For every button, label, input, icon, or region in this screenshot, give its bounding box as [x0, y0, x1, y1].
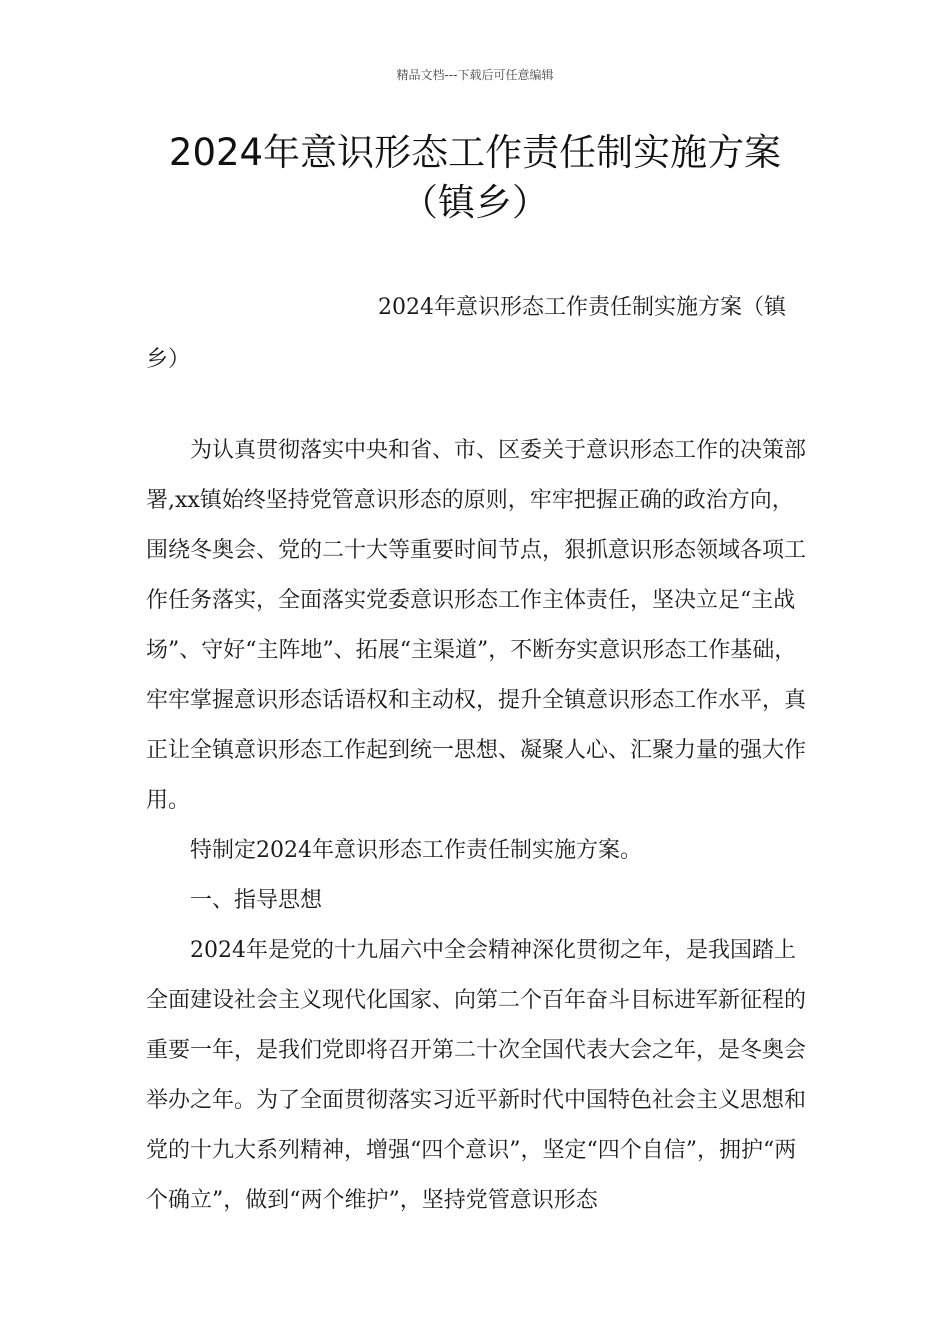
paragraph-statement: 特制定2024年意识形态工作责任制实施方案。 — [190, 838, 642, 863]
title-line-2: （镇乡） — [401, 181, 549, 224]
document-title — [0, 128, 950, 228]
page-header: 精品文档---下载后可任意编辑 — [396, 68, 554, 82]
paragraph-guiding-thought: 2024年是党的十九届六中全会精神深化贯彻之年，是我国踏上全面建设社会主义现代化国家、向第二个百年奋斗目标进军新征程的重要一年，是我们党即将召开第二十次全国代表大会之年，是冬奥会举办之年。为了全面贯彻落实习近平新时代中国特色社会主义思想和党的十九大系列精神，增强“四个意识”，坚定“四个自信”，拥护“两个确立”，做到“两个维护”，坚持党管意识形态 — [146, 938, 807, 1213]
title-line-1: 2024年意识形态工作责任制实施方案 — [168, 131, 782, 174]
paragraph-intro: 为认真贯彻落实中央和省、市、区委关于意识形态工作的决策部署,xx镇始终坚持党管意识形态的原则，牢牢把握正确的政治方向，围绕冬奥会、党的二十大等重要时间节点，狠抓意识形态领域各项工作任务落实，全面落实党委意识形态工作主体责任，坚决立足“主战场”、守好“主阵地”、拓展“主渠道”，不断夯实意识形态工作基础，牢牢掌握意识形态话语权和主动权，提升全镇意识形态工作水平，真正让全镇意识形态工作起到统一思想、凝聚人心、汇聚力量的强大作用。 — [146, 438, 807, 813]
document-body — [146, 426, 811, 1226]
section-heading: 一、指导思想 — [190, 888, 323, 913]
document-subtitle: 2024年意识形态工作责任制实施方案（镇乡） — [146, 295, 786, 372]
